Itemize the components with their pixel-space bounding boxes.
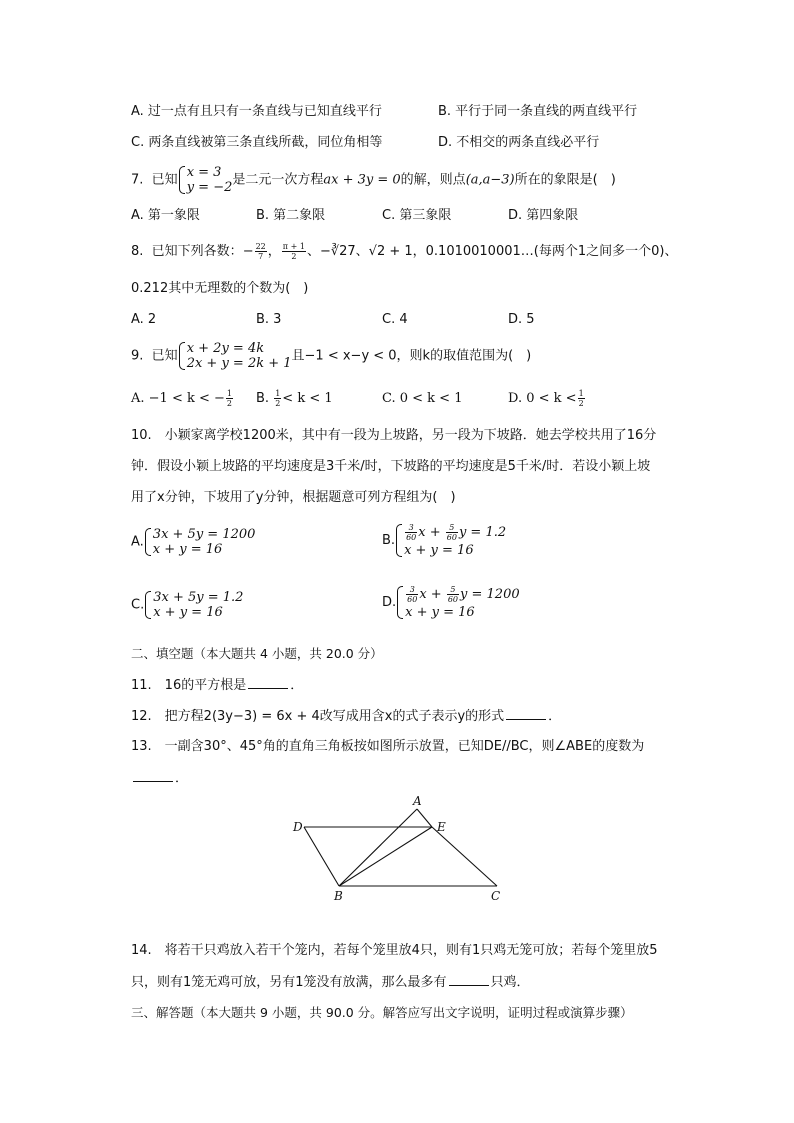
q12-text: 12. 把方程2(3y−3) = 6x + 4改写成用含x的式子表示y的形式 <box>131 709 505 724</box>
answer-blank <box>133 769 173 782</box>
system-eq2: 2x + y = 2k + 1 <box>186 356 292 371</box>
system-eq1-b: y = 1200 <box>460 587 520 602</box>
q6-option-d: D. 不相交的两条直线必平行 <box>438 135 600 150</box>
frac-den: 2 <box>578 399 584 408</box>
q7-option-a: A. 第一象限 <box>131 208 200 223</box>
option-label: A. <box>131 534 144 550</box>
q7-text3: 所在的象限是( ) <box>514 172 616 188</box>
segment-ae <box>417 809 432 827</box>
frac-den: 7 <box>258 252 264 261</box>
section-heading-fill-in: 二、填空题（本大题共 4 小题，共 20.0 分） <box>131 646 383 661</box>
q9-lead: 已知 <box>151 348 178 364</box>
system-eq1-a: x + <box>418 525 445 540</box>
equation-system <box>178 341 292 371</box>
q7-option-b: B. 第二象限 <box>256 208 326 223</box>
q11-end: ． <box>290 678 304 693</box>
label-a: A <box>413 794 422 808</box>
question-7 <box>131 165 616 196</box>
option-text: C. 0 < k < 1 <box>382 391 463 406</box>
equation-system <box>144 527 256 557</box>
q12-end: ． <box>548 709 562 724</box>
fraction-5-60 <box>447 585 459 604</box>
system-eq1: 3x + 5y = 1200 <box>152 527 256 542</box>
q8-line2: 0.212其中无理数的个数为( ) <box>131 281 309 296</box>
q9-option-d <box>508 388 586 410</box>
label-e: E <box>437 820 446 834</box>
q10-option-b <box>382 521 506 561</box>
option-text: D. 0 < k < <box>508 391 577 406</box>
q9-option-a <box>131 388 234 410</box>
q9-text: 且−1 < x−y < 0，则k的取值范围为( ) <box>291 348 532 364</box>
frac-num: 5 <box>446 523 458 533</box>
answer-blank <box>248 676 288 689</box>
q10-option-a <box>131 527 255 558</box>
fraction-one-half <box>274 389 281 408</box>
question-number: 7. <box>131 172 144 188</box>
q14-line1: 14. 将若干只鸡放入若干个笼内，若每个笼里放4只，则有1只鸡无笼可放；若每个笼里放5 <box>131 943 658 958</box>
section-heading-solutions: 三、解答题（本大题共 9 小题，共 90.0 分。解答应写出文字说明，证明过程或演算步骤） <box>131 1005 633 1020</box>
label-c: C <box>491 889 501 903</box>
fraction-5-60 <box>446 523 458 542</box>
system-eq1-a: x + <box>419 587 446 602</box>
system-eq1-b: y = 1.2 <box>458 525 507 540</box>
question-number: 9. <box>131 348 144 364</box>
segment-ec <box>432 827 497 886</box>
q6-option-b: B. 平行于同一条直线的两直线平行 <box>438 104 638 119</box>
q7-text2: 的解，则点 <box>400 172 466 188</box>
question-number: 8. <box>131 244 144 259</box>
frac-num: 3 <box>405 523 417 533</box>
q10-line2: 钟．假设小颖上坡路的平均速度是3千米/时，下坡路的平均速度是5千米/时．若设小颖上坡 <box>131 459 651 474</box>
q9-option-b <box>256 388 333 410</box>
q8-rest: 、−∛27、√2 + 1，0.1010010001…(每两个1之间多一个0)、 <box>306 244 678 259</box>
system-eq2: x + y = 16 <box>405 605 475 620</box>
equation-system <box>144 590 243 620</box>
q7-equation: ax + 3y = 0 <box>323 172 401 188</box>
frac-num: 1 <box>578 389 584 398</box>
q10-line1: 10. 小颖家离学校1200米，其中有一段为上坡路，另一段为下坡路．她去学校共用了16分 <box>131 428 657 443</box>
segment-be <box>339 827 432 886</box>
system-eq1: 3x + 5y = 1.2 <box>153 590 244 605</box>
label-d: D <box>293 820 303 834</box>
q10-option-d <box>382 583 520 623</box>
system-eq1: x = 3 <box>186 165 222 180</box>
fraction-3-60 <box>406 585 418 604</box>
q10-option-c <box>131 590 243 621</box>
q7-lead: 已知 <box>151 172 178 188</box>
frac-num: 1 <box>226 389 232 398</box>
equation-system <box>396 585 519 620</box>
q14-line2 <box>131 973 530 992</box>
system-eq2: x + y = 16 <box>153 605 223 620</box>
frac-num: 5 <box>447 585 459 595</box>
q7-point: (a,a−3) <box>465 172 515 188</box>
q14-line2-a: 只，则有1笼无鸡可放，另有1笼没有放满，那么最多有 <box>131 975 447 990</box>
q10-line3: 用了x分钟，下坡用了y分钟，根据题意可列方程组为( ) <box>131 490 456 505</box>
equation-system <box>395 523 506 558</box>
geometry-figure <box>285 790 515 905</box>
q8-option-b: B. 3 <box>256 312 282 327</box>
q8-option-c: C. 4 <box>382 312 408 327</box>
q8-lead: 已知下列各数： <box>151 244 243 259</box>
q13-end: ． <box>175 771 189 786</box>
option-label: B. <box>256 391 270 406</box>
frac-den: 2 <box>291 252 297 261</box>
fraction-pi-plus-1-over-2 <box>282 242 306 261</box>
fraction-22-7 <box>255 242 267 261</box>
q6-option-c: C. 两条直线被第三条直线所截，同位角相等 <box>131 135 383 150</box>
equation-system <box>178 165 233 195</box>
frac-num: 1 <box>275 389 281 398</box>
frac-num: π + 1 <box>282 242 305 251</box>
frac-den: 60 <box>406 533 417 542</box>
question-11 <box>131 676 303 695</box>
q7-option-c: C. 第三象限 <box>382 208 452 223</box>
segment-ba <box>339 809 417 886</box>
q9-option-c <box>382 388 462 410</box>
frac-den: 60 <box>407 595 418 604</box>
q11-text: 11. 16的平方根是 <box>131 678 247 693</box>
q8-option-a: A. 2 <box>131 312 157 327</box>
frac-den: 60 <box>447 595 459 604</box>
option-label: C. <box>131 597 145 613</box>
frac-den: 2 <box>226 399 232 408</box>
question-8: 8. 已知下列各数：− $\frac{22}{7}$ ， $\frac{\pi + 1}{2}$ 、−∛27、√2 + 1，0.1010010001…(每两个1之间多一个0)、 <box>131 242 678 261</box>
frac-num: 22 <box>255 242 266 251</box>
answer-blank <box>506 707 546 720</box>
frac-den: 2 <box>275 399 281 408</box>
label-b: B <box>334 889 343 903</box>
question-13: 13. 一副含30°、45°角的直角三角板按如图所示放置，已知DE//BC，则∠ABE的度数为 <box>131 739 645 754</box>
q13-blank-line <box>131 769 188 788</box>
system-eq2: x + y = 16 <box>404 543 474 558</box>
option-label: D. <box>382 595 397 610</box>
q7-text: 是二元一次方程 <box>232 172 324 188</box>
question-9 <box>131 341 531 372</box>
frac-num: 3 <box>406 585 418 595</box>
frac-den: 60 <box>446 533 457 542</box>
option-text: A. −1 < k < − <box>131 391 225 406</box>
system-eq2: y = −2 <box>186 180 233 195</box>
system-eq1: x + 2y = 4k <box>186 341 265 356</box>
fraction-one-half <box>226 389 233 408</box>
q6-option-a: A. 过一点有且只有一条直线与已知直线平行 <box>131 104 382 119</box>
option-label: B. <box>382 533 396 548</box>
fraction-3-60 <box>405 523 417 542</box>
question-12 <box>131 707 561 726</box>
q14-line2-b: 只鸡． <box>490 975 530 990</box>
fraction-one-half <box>578 389 585 408</box>
answer-blank <box>449 973 489 986</box>
option-text: < k < 1 <box>282 391 333 406</box>
q8-option-d: D. 5 <box>508 312 535 327</box>
segment-db <box>304 827 339 886</box>
q7-option-d: D. 第四象限 <box>508 208 579 223</box>
system-eq2: x + y = 16 <box>152 542 223 557</box>
